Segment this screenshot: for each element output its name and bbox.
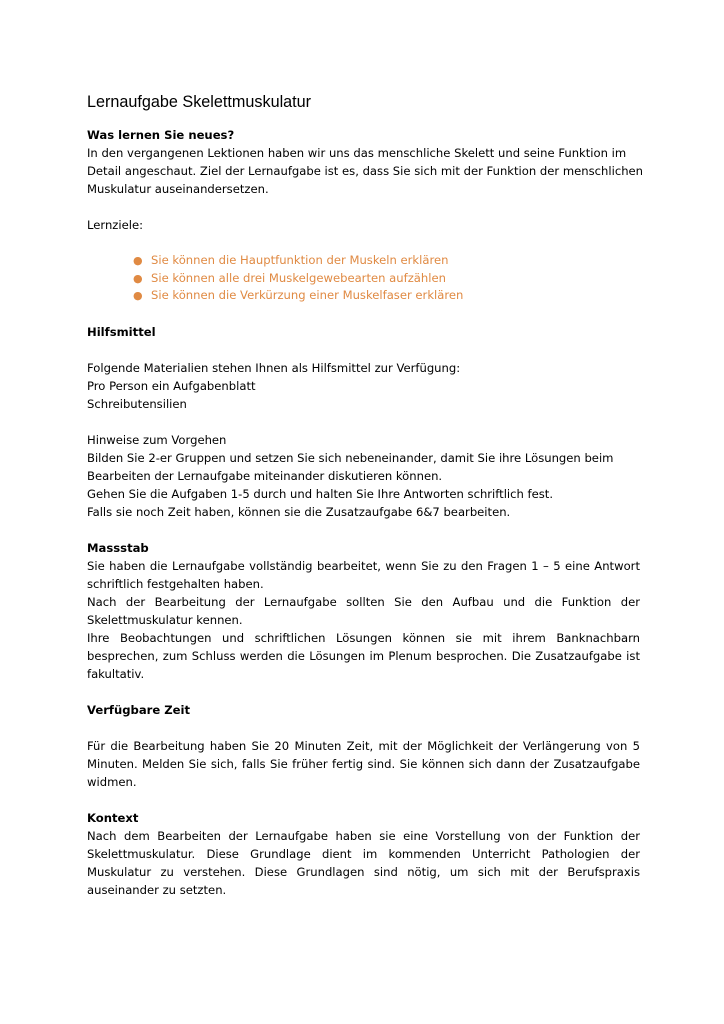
spacer (87, 341, 640, 359)
spacer (87, 198, 640, 216)
text-line: Pro Person ein Aufgabenblatt (87, 378, 256, 393)
section-heading-hilfsmittel: Hilfsmittel (87, 324, 156, 339)
list-item (133, 270, 640, 288)
document-content (87, 92, 644, 899)
text-line: In den vergangenen Lektionen haben wir uns das menschliche Skelett und seine Funktion im (87, 146, 627, 160)
text-line: Bearbeiten der Lernaufgabe miteinander diskutieren können. (87, 468, 443, 483)
text-line: Muskulatur auseinandersetzen. (87, 182, 269, 196)
section-paragraph-massstab-3: Ihre Beobachtungen und schriftlichen Lösungen können sie mit ihrem Banknachbarn besprechen, zum Schluss werden die Lösungen im Plenum besprochen. Die Zusatzaufgabe ist fakultativ. (87, 630, 640, 681)
lernziele-label: Lernziele: (87, 218, 143, 232)
bullet-icon: ● (133, 254, 143, 267)
section-heading-zeit: Verfügbare Zeit (87, 702, 191, 717)
spacer (87, 305, 640, 323)
spacer (87, 413, 640, 431)
section-paragraph-zeit: Für die Bearbeitung haben Sie 20 Minuten Zeit, mit der Möglichkeit der Verlängerung von 5 Minuten. Melden Sie sich, falls Sie früher fertig sind. Sie können sich dann der Zusatzaufgabe widmen. (87, 738, 640, 789)
section-paragraph-massstab-2: Nach der Bearbeitung der Lernaufgabe sollten Sie den Aufbau und die Funktion der Skelettmuskulatur kennen. (87, 594, 640, 627)
spacer (87, 521, 640, 539)
section-paragraph-hilfsmittel (87, 359, 640, 413)
list-item (133, 252, 640, 270)
bullet-icon: ● (133, 289, 143, 302)
section-heading-massstab: Massstab (87, 540, 149, 555)
list-item (133, 287, 640, 305)
spacer (87, 719, 640, 737)
text-line: Schreibutensilien (87, 396, 187, 411)
text-line: Bilden Sie 2-er Gruppen und setzen Sie sich nebeneinander, damit Sie ihre Lösungen beim (87, 450, 614, 465)
section-heading-was-lernen: Was lernen Sie neues? (87, 128, 235, 142)
text-line: Gehen Sie die Aufgaben 1-5 durch und halten Sie Ihre Antworten schriftlich fest. (87, 486, 554, 501)
section-paragraph-massstab-1: Sie haben die Lernaufgabe vollständig bearbeitet, wenn Sie zu den Fragen 1 – 5 eine Antwort schriftlich festgehalten haben. (87, 558, 640, 591)
lernziele-list (87, 252, 640, 305)
text-line: Falls sie noch Zeit haben, können sie die Zusatzaufgabe 6&7 bearbeiten. (87, 504, 511, 519)
section-heading-kontext: Kontext (87, 810, 139, 825)
document-title: Lernaufgabe Skelettmuskulatur (87, 93, 312, 111)
section-hinweise (87, 431, 640, 521)
list-item-label: Sie können alle drei Muskelgewebearten aufzählen (151, 270, 446, 285)
section-paragraph-kontext: Nach dem Bearbeiten der Lernaufgabe haben sie eine Vorstellung von der Funktion der Skelettmuskulatur. Diese Grundlage dient im kommenden Unterricht Pathologien der Muskulatur zu verstehen. Diese Grundlagen sind nötig, um sich mit der Berufspraxis auseinander zu setzten. (87, 828, 640, 897)
text-line: Folgende Materialien stehen Ihnen als Hilfsmittel zur Verfügung: (87, 360, 461, 375)
spacer (87, 683, 640, 701)
section-heading-hinweise: Hinweise zum Vorgehen (87, 432, 227, 447)
spacer (87, 791, 640, 809)
bullet-icon: ● (133, 271, 143, 285)
list-item-label: Sie können die Hauptfunktion der Muskeln erklären (151, 253, 449, 267)
list-item-label: Sie können die Verkürzung einer Muskelfaser erklären (151, 288, 464, 302)
section-paragraph-was-lernen (87, 144, 644, 198)
spacer (87, 234, 640, 252)
text-line: Detail angeschaut. Ziel der Lernaufgabe ist es, dass Sie sich mit der Funktion der menschlichen (87, 164, 644, 178)
